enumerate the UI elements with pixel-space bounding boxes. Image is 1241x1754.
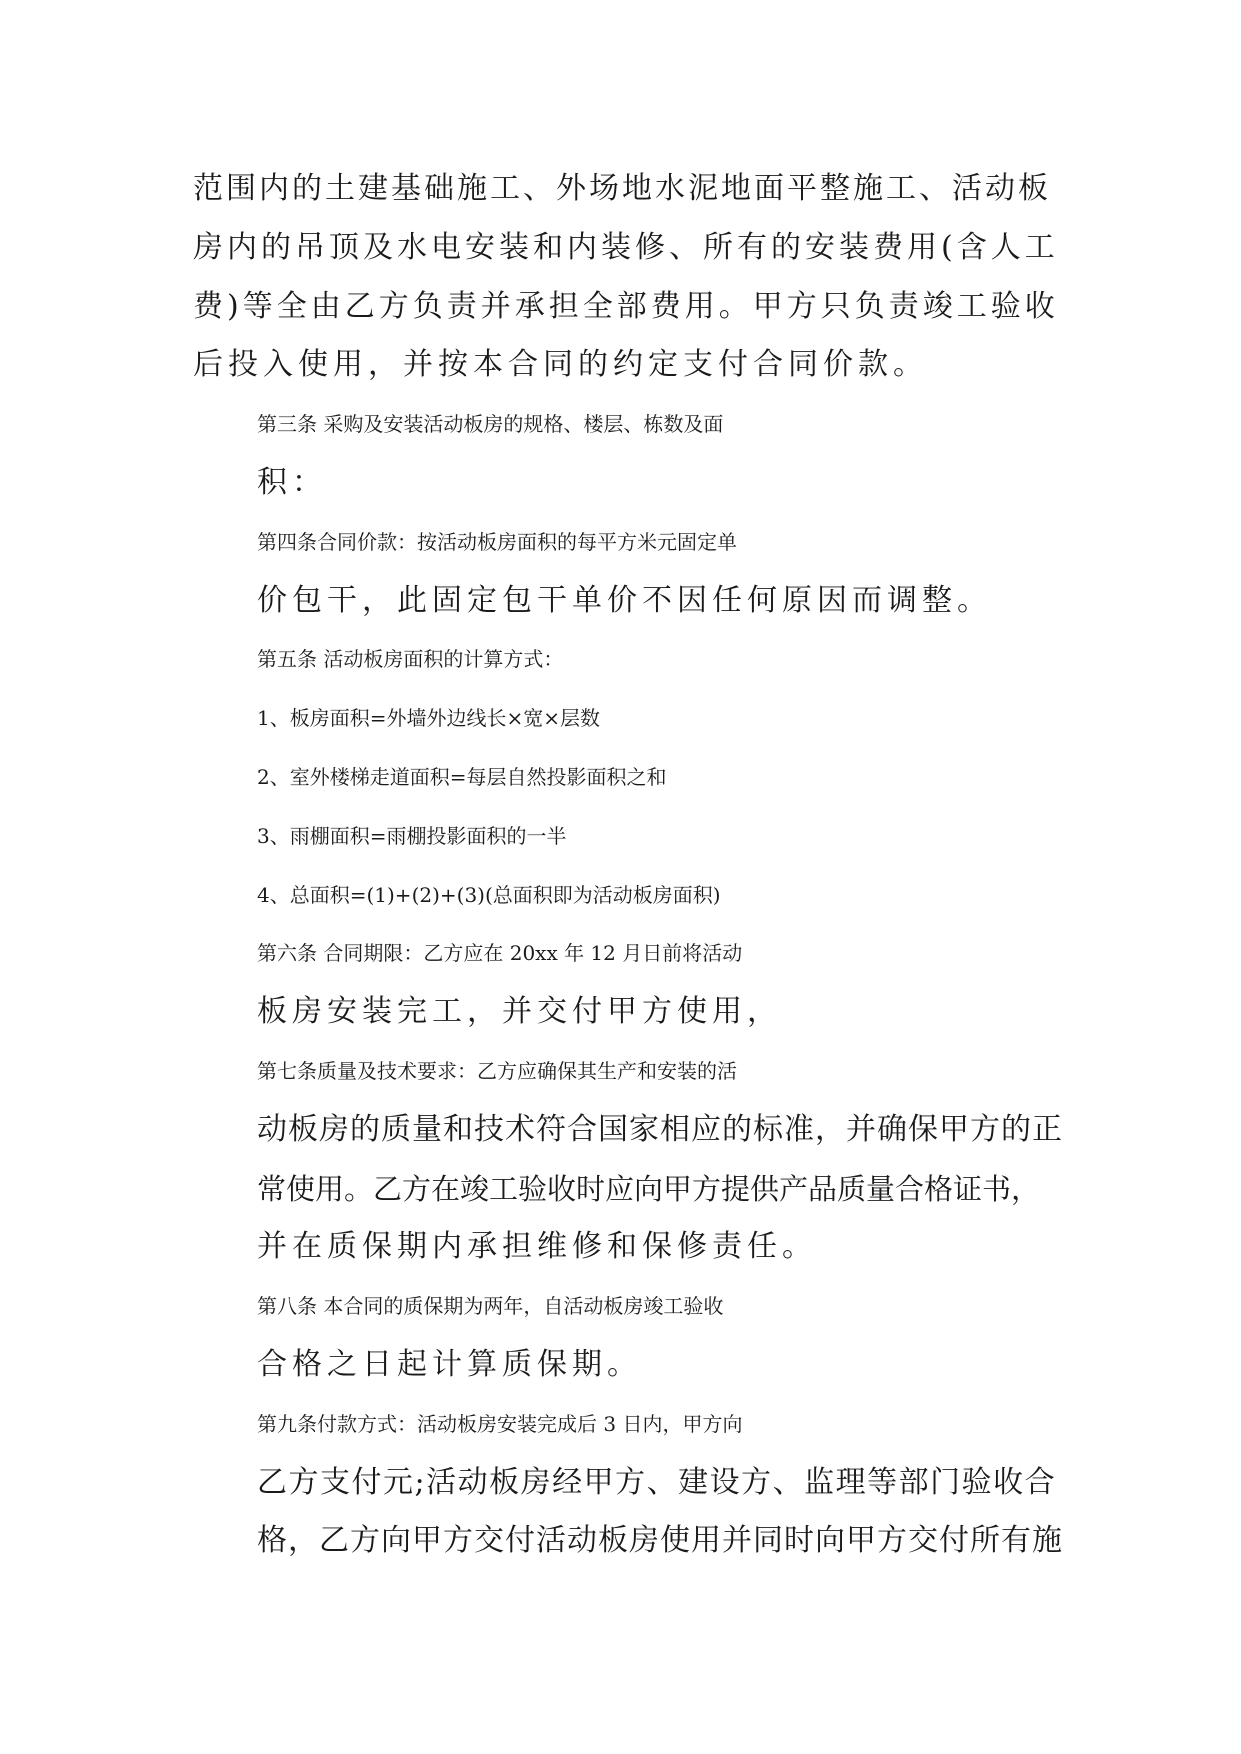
contract-paragraph [193, 160, 1063, 395]
text-line: 第四条合同价款：按活动板房面积的每平方米元固定单 [257, 529, 737, 554]
text-line: 房内的吊顶及水电安装和内装修、所有的安装费用(含人工 [193, 229, 1059, 265]
contract-paragraph [193, 748, 1063, 807]
text-line: 第五条 活动板房面积的计算方式： [257, 647, 564, 672]
text-line: 价包干，此固定包干单价不因任何原因而调整。 [257, 582, 992, 618]
text-line: 格，乙方向甲方交付活动板房使用并同时向甲方交付所有施 [257, 1523, 1063, 1559]
text-line: 第九条付款方式：活动板房安装完成后 3 日内，甲方向 [257, 1411, 743, 1436]
contract-paragraph [193, 689, 1063, 748]
text-line: 第三条 采购及安装活动板房的规格、楼层、栋数及面 [257, 412, 724, 437]
text-line: 2、室外楼梯走道面积=每层自然投影面积之和 [257, 764, 667, 789]
contract-paragraph [193, 395, 1063, 513]
text-line: 积： [257, 464, 327, 500]
text-line: 第七条质量及技术要求：乙方应确保其生产和安装的活 [257, 1058, 737, 1083]
text-line: 乙方支付元;活动板房经甲方、建设方、监理等部门验收合 [257, 1464, 1057, 1500]
text-line: 范围内的土建基础施工、外场地水泥地面平整施工、活动板 [193, 171, 1051, 206]
document-body [193, 160, 1063, 1571]
text-line: 费)等全由乙方负责并承担全部费用。甲方只负责竣工验收 [193, 288, 1059, 324]
text-line: 并在质保期内承担维修和保修责任。 [257, 1229, 817, 1265]
contract-paragraph [193, 924, 1063, 1042]
contract-paragraph [193, 513, 1063, 631]
text-line: 动板房的质量和技术符合国家相应的标准，并确保甲方的正 [257, 1111, 1063, 1147]
text-line: 第六条 合同期限：乙方应在 20xx 年 12 月日前将活动 [257, 941, 743, 966]
text-line: 1、板房面积=外墙外边线长×宽×层数 [257, 706, 600, 731]
text-line: 常使用。乙方在竣工验收时应向甲方提供产品质量合格证书， [257, 1171, 1041, 1206]
text-line: 合格之日起计算质保期。 [257, 1346, 642, 1382]
contract-paragraph [193, 630, 1063, 689]
contract-paragraph [193, 1042, 1063, 1277]
contract-paragraph [193, 1395, 1063, 1571]
text-line: 第八条 本合同的质保期为两年，自活动板房竣工验收 [257, 1294, 724, 1319]
text-line: 后投入使用，并按本合同的约定支付合同价款。 [193, 347, 928, 383]
contract-paragraph [193, 807, 1063, 866]
contract-paragraph [193, 1277, 1063, 1395]
text-line: 板房安装完工，并交付甲方使用， [257, 994, 782, 1030]
text-line: 4、总面积=(1)+(2)+(3)(总面积即为活动板房面积) [257, 882, 721, 907]
text-line: 3、雨棚面积=雨棚投影面积的一半 [257, 823, 567, 848]
contract-paragraph [193, 866, 1063, 925]
